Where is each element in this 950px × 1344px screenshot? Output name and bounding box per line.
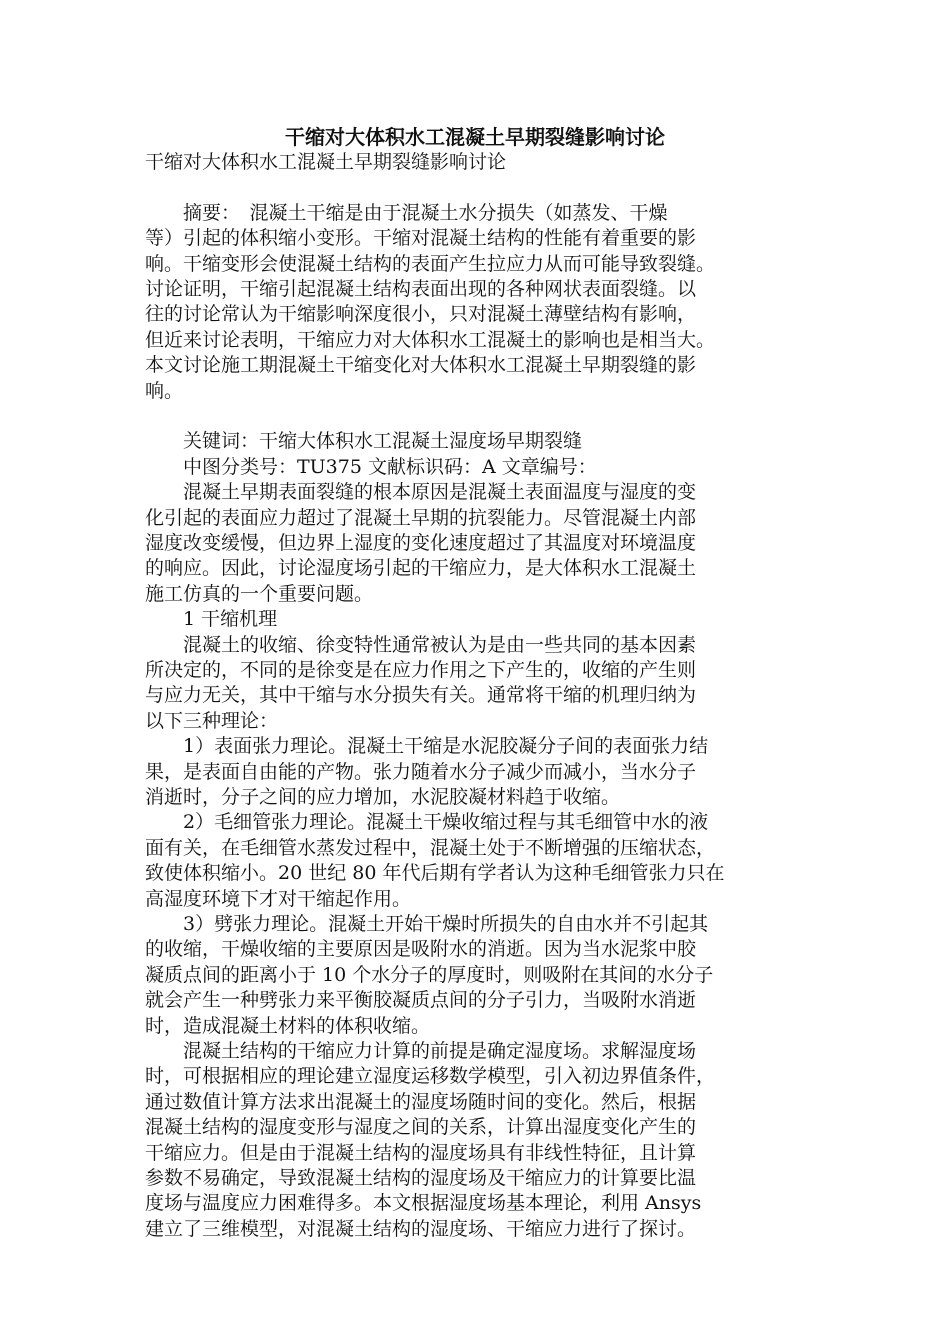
text-line: 度场与温度应力困难得多。本文根据湿度场基本理论，利用 Ansys [145,1192,702,1215]
document-title: 干缩对大体积水工混凝土早期裂缝影响讨论 [285,125,665,149]
text-line: 但近来讨论表明，干缩应力对大体积水工混凝土的影响也是相当大。 [145,328,716,351]
text-line: 混凝土结构的湿度变形与湿度之间的关系，计算出湿度变化产生的 [145,1116,697,1139]
text-line: 致使体积缩小。20 世纪 80 年代后期有学者认为这种毛细管张力只在 [145,862,725,885]
text-line: 参数不易确定，导致混凝土结构的湿度场及干缩应力的计算要比温 [145,1167,697,1189]
text-line: 关键词：干缩大体积水工混凝土湿度场早期裂缝 [145,430,583,453]
text-line: 往的讨论常认为干缩影响深度很小，只对混凝土薄壁结构有影响， [145,303,697,326]
text-line: 湿度改变缓慢，但边界上湿度的变化速度超过了其温度对环境温度 [145,532,697,554]
text-line: 干缩应力。但是由于混凝土结构的湿度场具有非线性特征，且计算 [145,1141,697,1164]
text-line: 1）表面张力理论。混凝土干缩是水泥胶凝分子间的表面张力结 [145,735,709,758]
text-line: 摘要： 混凝土干缩是由于混凝土水分损失（如蒸发、干燥 [145,201,668,224]
text-line: 通过数值计算方法求出混凝土的湿度场随时间的变化。然后，根据 [145,1090,697,1113]
text-line: 时，造成混凝土材料的体积收缩。 [145,1014,431,1037]
text-line: 讨论证明，干缩引起混凝土结构表面出现的各种网状表面裂缝。以 [145,278,697,300]
text-line: 本文讨论施工期混凝土干缩变化对大体积水工混凝土早期裂缝的影 [145,354,697,377]
text-line: 面有关，在毛细管水蒸发过程中，混凝土处于不断增强的压缩状态， [145,836,716,859]
text-line: 所决定的，不同的是徐变是在应力作用之下产生的，收缩的产生则 [145,659,697,681]
text-line: 混凝土早期表面裂缝的根本原因是混凝土表面温度与湿度的变 [145,481,697,504]
text-line: 化引起的表面应力超过了混凝土早期的抗裂能力。尽管混凝土内部 [145,506,697,529]
text-line: 干缩对大体积水工混凝土早期裂缝影响讨论 [145,151,507,173]
text-line: 以下三种理论： [145,709,279,732]
text-line: 中图分类号：TU375 文献标识码：A 文章编号： [145,455,597,478]
text-line: 施工仿真的一个重要问题。 [145,582,374,605]
text-line: 响。 [145,379,184,402]
text-line: 建立了三维模型，对混凝土结构的湿度场、干缩应力进行了探讨。 [145,1217,697,1240]
text-line: 等）引起的体积缩小变形。干缩对混凝土结构的性能有着重要的影 [145,227,697,250]
text-line: 高湿度环境下才对干缩起作用。 [145,887,412,910]
text-line: 与应力无关，其中干缩与水分损失有关。通常将干缩的机理归纳为 [145,684,697,707]
text-line: 1 干缩机理 [145,608,278,631]
text-line: 消逝时，分子之间的应力增加，水泥胶凝材料趋于收缩。 [145,786,621,808]
text-line: 2）毛细管张力理论。混凝土干燥收缩过程与其毛细管中水的液 [145,811,709,834]
text-line: 的响应。因此，讨论湿度场引起的干缩应力，是大体积水工混凝土 [145,557,697,580]
text-line: 混凝土的收缩、徐变特性通常被认为是由一些共同的基本因素 [145,633,697,656]
text-line: 凝质点间的距离小于 10 个水分子的厚度时，则吸附在其间的水分子 [145,963,714,986]
text-line: 就会产生一种劈张力来平衡胶凝质点间的分子引力，当吸附水消逝 [145,989,697,1012]
text-line: 混凝土结构的干缩应力计算的前提是确定湿度场。求解湿度场 [145,1040,697,1062]
text-line: 时，可根据相应的理论建立湿度运移数学模型，引入初边界值条件， [145,1065,716,1088]
text-line: 3）劈张力理论。混凝土开始干燥时所损失的自由水并不引起其 [145,913,709,935]
text-line: 响。干缩变形会使混凝土结构的表面产生拉应力从而可能导致裂缝。 [145,252,716,275]
text-line: 的收缩，干燥收缩的主要原因是吸附水的消逝。因为当水泥浆中胶 [145,938,697,961]
text-line: 果，是表面自由能的产物。张力随着水分子减少而减小，当水分子 [145,760,697,783]
